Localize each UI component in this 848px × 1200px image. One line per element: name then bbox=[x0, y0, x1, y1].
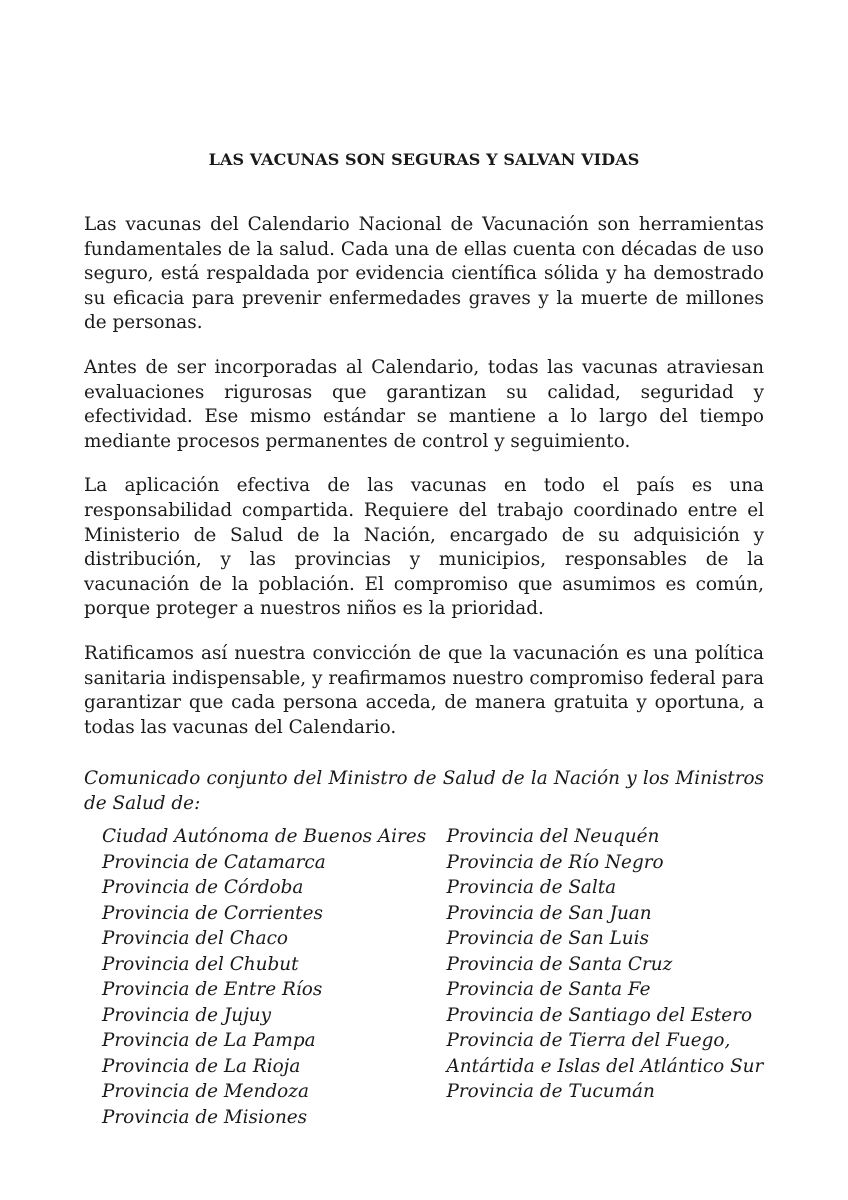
provinces-right-column bbox=[446, 824, 764, 1130]
province-item: Ciudad Autónoma de Buenos Aires bbox=[102, 826, 427, 848]
province-item: Provincia de Jujuy bbox=[102, 1004, 271, 1026]
province-item: Provincia de Corrientes bbox=[102, 902, 323, 924]
province-item: Provincia de San Juan bbox=[446, 902, 652, 924]
province-item: Provincia de Entre Ríos bbox=[102, 979, 323, 1001]
province-item: Provincia de Córdoba bbox=[102, 877, 304, 899]
paragraph-4: Ratificamos así nuestra convicción de que la vacunación es una política sanitaria indispensable, y reafirmamos nuestro compromiso federal para garantizar que cada persona acceda, de manera gratuita y oportuna, a todas las vacunas del Calendario. bbox=[84, 642, 764, 738]
province-item: Provincia de Santa Fe bbox=[446, 979, 651, 1001]
province-item: Provincia de Mendoza bbox=[102, 1081, 309, 1103]
province-item: Provincia de Catamarca bbox=[102, 851, 326, 873]
province-item: Provincia de Santiago del Estero bbox=[446, 1004, 753, 1026]
province-item: Provincia del Chubut bbox=[102, 953, 299, 975]
province-item: Provincia de Santa Cruz bbox=[446, 953, 673, 975]
province-item: Provincia de San Luis bbox=[446, 928, 649, 950]
paragraph-2: Antes de ser incorporadas al Calendario, todas las vacunas atraviesan evaluaciones rigurosas que garantizan su calidad, seguridad y efectividad. Ese mismo estándar se mantiene a lo largo del tiempo mediante procesos permanentes de control y seguimiento. bbox=[84, 356, 764, 452]
provinces-left-column bbox=[102, 824, 446, 1130]
signature-intro: Comunicado conjunto del Ministro de Salud de la Nación y los Ministros de Salud de: bbox=[84, 768, 764, 815]
province-item: Provincia de Misiones bbox=[102, 1106, 308, 1128]
province-item: Provincia de Tierra del Fuego, bbox=[446, 1030, 731, 1052]
province-item: Provincia de Río Negro bbox=[446, 851, 664, 873]
province-item: Provincia del Chaco bbox=[102, 928, 288, 950]
province-item: Provincia de La Rioja bbox=[102, 1055, 301, 1077]
province-item: Antártida e Islas del Atlántico Sur bbox=[446, 1055, 764, 1077]
province-item: Provincia de Salta bbox=[446, 877, 617, 899]
province-item: Provincia del Neuquén bbox=[446, 826, 660, 848]
paragraph-3: La aplicación efectiva de las vacunas en todo el país es una responsabilidad compartida. Requiere del trabajo coordinado entre el Ministerio de Salud de la Nación, encargado de su adquisición y distribución, y las provincias y municipios, responsables de la vacunación de la población. El compromiso que asumimos es común, porque proteger a nuestros niños es la prioridad. bbox=[84, 475, 764, 620]
paragraph-1: Las vacunas del Calendario Nacional de Vacunación son herramientas fundamentales de la salud. Cada una de ellas cuenta con décadas de uso seguro, está respaldada por evidencia científica sólida y ha demostrado su eficacia para prevenir enfermedades graves y la muerte de millones de personas. bbox=[84, 214, 764, 334]
province-item: Provincia de La Pampa bbox=[102, 1030, 316, 1052]
province-item: Provincia de Tucumán bbox=[446, 1081, 655, 1103]
provinces-list bbox=[84, 824, 764, 1130]
document-title: LAS VACUNAS SON SEGURAS Y SALVAN VIDAS bbox=[208, 150, 640, 169]
